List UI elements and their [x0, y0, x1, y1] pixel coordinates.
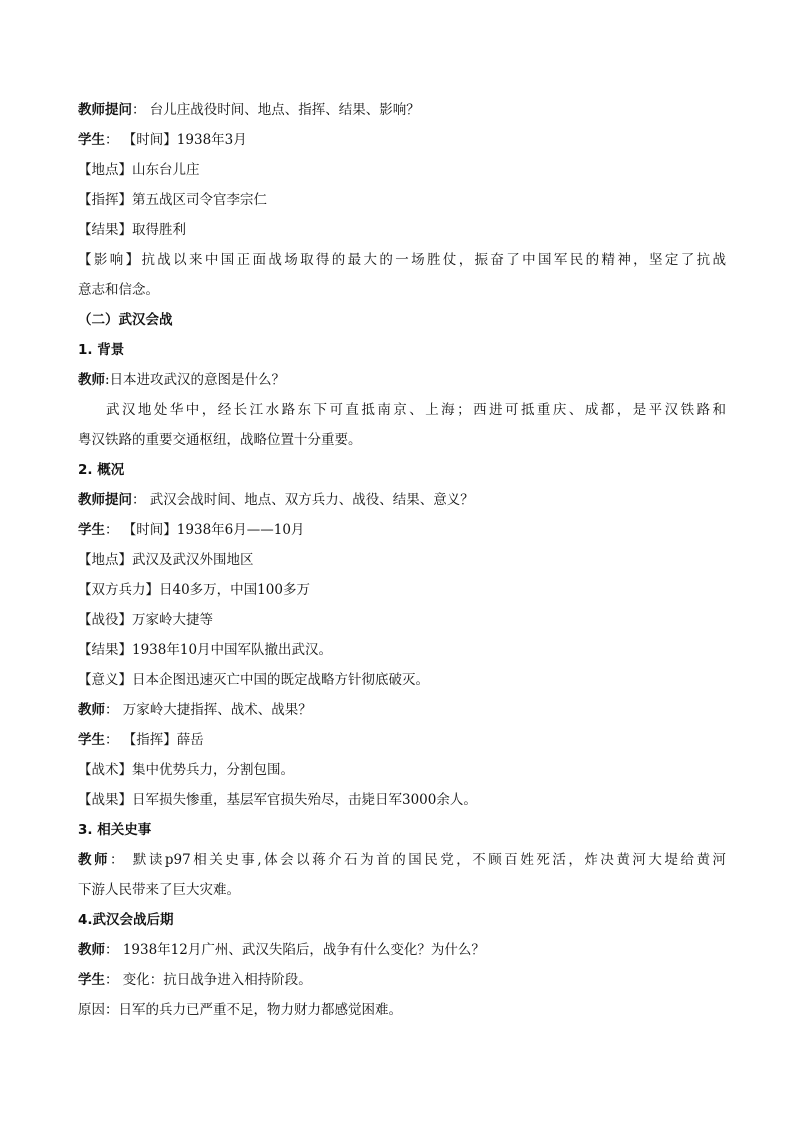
text-line-20 [78, 665, 726, 695]
line-text: 原因：日军的兵力已严重不足，物力财力都感觉困难。 [78, 1002, 402, 1018]
text-line-11 [78, 395, 726, 425]
text-line-4 [78, 185, 726, 215]
line-text: 【结果】取得胜利 [78, 222, 186, 238]
line-text: 【地点】山东台儿庄 [78, 162, 200, 178]
line-text: 武汉会战时间、地点、双方兵力、战役、结果、意义？ [149, 492, 474, 508]
speaker-label: 教师 [78, 942, 105, 958]
line-text: 【战术】集中优势兵力，分割包围。 [78, 762, 294, 778]
qa-line-10: 教师:日本进攻武汉的意图是什么？ [78, 372, 286, 388]
qa-line-2: 学生： 【时间】1938年3月 [78, 132, 247, 148]
qa-line-29: 教师： 1938年12月广州、武汉失陷后，战争有什么变化？为什么？ [78, 942, 485, 958]
speaker-label: 教师 [78, 702, 105, 718]
subheading-late-stage: 4.武汉会战后期 [78, 912, 174, 928]
speaker-label: 学生 [78, 522, 105, 538]
qa-line-22: 学生： 【指挥】薛岳 [78, 732, 204, 748]
speaker-label: 教师提问 [78, 492, 132, 508]
text-line-16 [78, 545, 726, 575]
text-line-3 [78, 155, 726, 185]
speaker-label: 教师 [78, 372, 105, 388]
text-line-31 [78, 995, 726, 1025]
speaker-label: 教师提问 [78, 102, 132, 118]
text-line-12 [78, 425, 726, 455]
subheading-overview: 2. 概况 [78, 462, 125, 478]
speaker-label: 学生 [78, 132, 105, 148]
subheading-background: 1. 背景 [78, 342, 125, 358]
line-text: 武汉地处华中，经长江水路东下可直抵南京、上海；西进可抵重庆、成都，是平汉铁路和 [106, 402, 726, 418]
line-text: 默读p97相关史事,体会以蒋介石为首的国民党，不顾百姓死活，炸决黄河大堤给黄河 [132, 852, 726, 868]
text-line-5 [78, 215, 726, 245]
qa-line-26: 教师： 默读p97相关史事,体会以蒋介石为首的国民党，不顾百姓死活，炸决黄河大堤给黄河 [78, 852, 726, 868]
line-text: 【影响】抗战以来中国正面战场取得的最大的一场胜仗，振奋了中国军民的精神，坚定了抗战 [78, 252, 726, 268]
line-text: 【指挥】薛岳 [122, 732, 204, 748]
subheading-related-events: 3. 相关史事 [78, 822, 152, 838]
line-text: 【时间】1938年6月——10月 [122, 522, 305, 538]
text-line-19 [78, 635, 726, 665]
line-text: 【战役】万家岭大捷等 [78, 612, 213, 628]
qa-line-14: 教师提问： 武汉会战时间、地点、双方兵力、战役、结果、意义？ [78, 492, 474, 508]
line-text: 变化：抗日战争进入相持阶段。 [122, 972, 312, 988]
line-text: 【双方兵力】日40多万，中国100多万 [78, 582, 310, 598]
qa-line-30: 学生： 变化：抗日战争进入相持阶段。 [78, 972, 312, 988]
line-text: 【地点】武汉及武汉外围地区 [78, 552, 254, 568]
text-line-24 [78, 785, 726, 815]
line-text: 【结果】1938年10月中国军队撤出武汉。 [78, 642, 333, 658]
text-line-18 [78, 605, 726, 635]
line-text: 【时间】1938年3月 [122, 132, 247, 148]
speaker-label: 学生 [78, 732, 105, 748]
text-line-17 [78, 575, 726, 605]
section-heading-wuhan: （二）武汉会战 [78, 312, 173, 328]
line-text: 日本进攻武汉的意图是什么？ [109, 372, 286, 388]
line-text: 【战果】日军损失惨重，基层军官损失殆尽，击毙日军3000余人。 [78, 792, 477, 808]
text-line-6 [78, 245, 726, 275]
text-line-23 [78, 755, 726, 785]
document-body [78, 95, 726, 1025]
qa-line-15: 学生： 【时间】1938年6月——10月 [78, 522, 305, 538]
qa-line-1: 教师提问： 台儿庄战役时间、地点、指挥、结果、影响？ [78, 102, 420, 118]
text-line-27 [78, 875, 726, 905]
line-text: 【指挥】第五战区司令官李宗仁 [78, 192, 267, 208]
text-line-7 [78, 275, 726, 305]
speaker-label: 教师 [78, 852, 111, 868]
line-text: 下游人民带来了巨大灾难。 [78, 882, 240, 898]
speaker-label: 学生 [78, 972, 105, 988]
line-text: 粤汉铁路的重要交通枢纽，战略位置十分重要。 [78, 432, 362, 448]
line-text: 台儿庄战役时间、地点、指挥、结果、影响？ [149, 102, 420, 118]
line-text: 1938年12月广州、武汉失陷后，战争有什么变化？为什么？ [122, 942, 485, 958]
line-text: 【意义】日本企图迅速灭亡中国的既定战略方针彻底破灭。 [78, 672, 429, 688]
line-text: 意志和信念。 [78, 282, 159, 298]
line-text: 万家岭大捷指挥、战术、战果？ [122, 702, 312, 718]
qa-line-21: 教师： 万家岭大捷指挥、战术、战果？ [78, 702, 312, 718]
